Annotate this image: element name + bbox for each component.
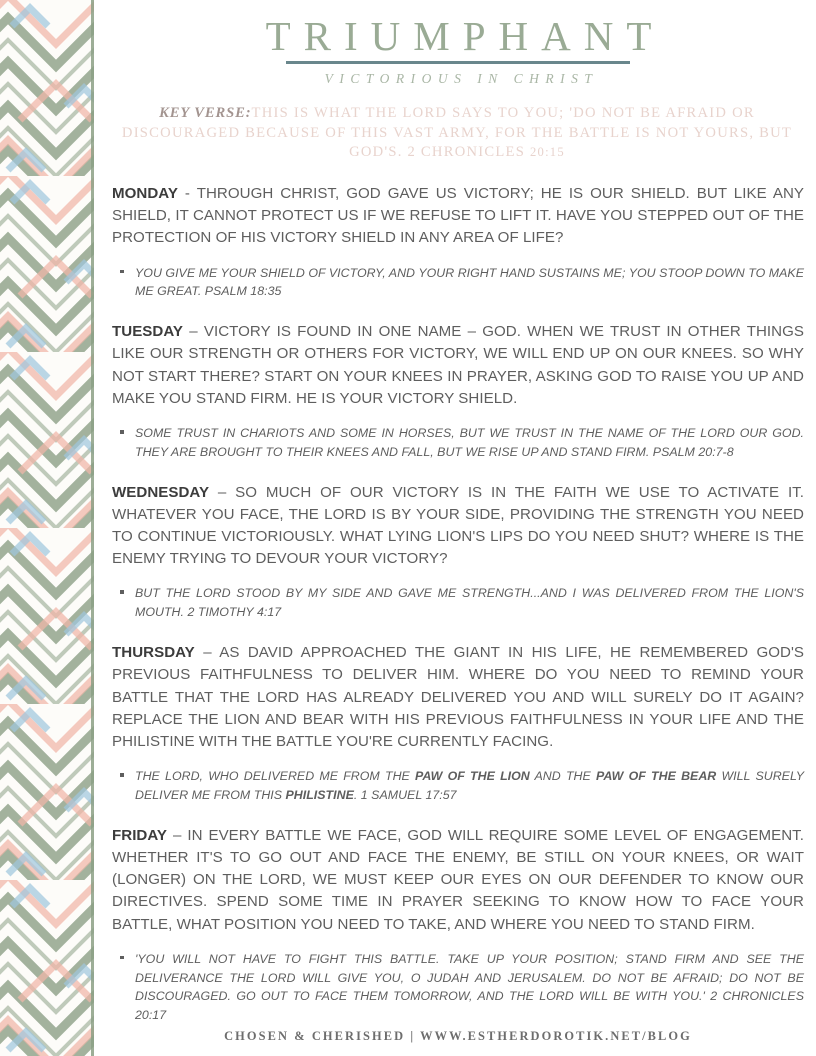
day-block (112, 825, 804, 1045)
day-heading: TUESDAY (112, 323, 184, 341)
day-block (112, 642, 804, 825)
day-separator: – (167, 826, 188, 844)
day-paragraph (112, 642, 804, 753)
day-block (112, 482, 804, 642)
day-body-text: VICTORY IS FOUND IN ONE NAME – GOD. WHEN WE TRUST IN OTHER THINGS LIKE OUR STRENGTH OR OTHERS FOR VICTORY, WE WILL END UP ON OUR KNEES. SO WHY NOT START THERE? START ON YOUR KNEES IN PRAYER, ASKING GOD TO RAISE YOU UP AND MAKE YOU STAND FIRM. HE IS YOUR VICTORY SHIELD. (112, 323, 804, 407)
day-block (112, 183, 804, 321)
day-body-text: AS DAVID APPROACHED THE GIANT IN HIS LIFE, HE REMEMBERED GOD'S PREVIOUS FAITHFULNESS TO DELIVER HIM. WHERE DO YOU NEED TO REMIND YOUR BATTLE THAT THE LORD HAS ALREADY DELIVERED YOU AND WILL SURELY DO IT AGAIN? REPLACE THE LION AND BEAR WITH HIS PREVIOUS FAITHFULNESS IN YOUR LIFE AND THE PHILISTINE WITH THE BATTLE YOU'RE CURRENTLY FACING. (112, 644, 804, 750)
section-spacer (112, 622, 804, 642)
masthead (112, 14, 804, 87)
day-separator: – (194, 644, 220, 662)
day-body-text: THROUGH CHRIST, GOD GAVE US VICTORY; HE IS OUR SHIELD. BUT LIKE ANY SHIELD, IT CANNOT PROTECT US IF WE REFUSE TO LIFT IT. HAVE YOU STEPPED OUT OF THE PROTECTION OF HIS VICTORY SHIELD IN ANY AREA OF LIFE? (112, 185, 804, 247)
day-separator: – (183, 323, 204, 341)
scripture-list (112, 584, 804, 622)
day-body-text: SO MUCH OF OUR VICTORY IS IN THE FAITH WE USE TO ACTIVATE IT. WHATEVER YOU FACE, THE LORD IS BY YOUR SIDE, PROVIDING THE STRENGTH YOU NEED TO CONTINUE VICTORIOUSLY. WHAT LYING LION'S LIPS DO YOU NEED SHUT? WHERE IS THE ENEMY TRYING TO DEVOUR YOUR VICTORY? (112, 483, 804, 568)
day-heading: WEDNESDAY (112, 483, 210, 501)
section-spacer (112, 805, 804, 825)
scripture-text: 'YOU WILL NOT HAVE TO FIGHT THIS BATTLE. TAKE UP YOUR POSITION; STAND FIRM AND SEE THE DELIVERANCE THE LORD WILL GIVE YOU, O JUDAH AND JERUSALEM. DO NOT BE AFRAID; DO NOT BE DISCOURAGED. GO OUT TO FACE THEM TOMORROW, AND THE LORD WILL BE WITH YOU.' 2 CHRONICLES 20:17 (135, 951, 804, 1023)
scripture-text: SOME TRUST IN CHARIOTS AND SOME IN HORSES, BUT WE TRUST IN THE NAME OF THE LORD OUR GOD. THEY ARE BROUGHT TO THEIR KNEES AND FALL, BUT WE RISE UP AND STAND FIRM. PSALM 20:7-8 (135, 426, 804, 459)
day-separator: - (177, 185, 197, 203)
key-verse-reference-number: 20:15 (529, 144, 565, 159)
scripture-list (112, 264, 804, 302)
scripture-text: BUT THE LORD STOOD BY MY SIDE AND GAVE ME STRENGTH...AND I WAS DELIVERED FROM THE LION'S MOUTH. 2 TIMOTHY 4:17 (135, 586, 804, 620)
section-spacer (112, 301, 804, 321)
bullet-square-icon (120, 430, 124, 434)
section-spacer (112, 462, 804, 482)
scripture-list (112, 767, 804, 805)
key-verse-text: THIS IS WHAT THE LORD SAYS TO YOU; 'DO NOT BE AFRAID OR DISCOURAGED BECAUSE OF THIS VAST ARMY, FOR THE BATTLE IS NOT YOURS, BUT GOD'S. 2 CHRONICLES (121, 105, 793, 160)
page-title: TRIUMPHANT (265, 13, 665, 59)
day-heading: THURSDAY (112, 644, 195, 662)
day-separator: – (209, 483, 236, 501)
footer-text: CHOSEN & CHERISHED | WWW.ESTHERDOROTIK.NET/BLOG (224, 1029, 692, 1043)
scripture-text: AND THE (529, 769, 596, 784)
scripture-text: . 1 SAMUEL 17:57 (353, 787, 457, 802)
chevron-border-decoration (0, 0, 94, 1056)
key-verse-label: KEY VERSE: (159, 105, 252, 122)
scripture-list-item (112, 264, 804, 302)
day-heading: MONDAY (112, 185, 178, 203)
bullet-square-icon (120, 270, 124, 274)
scripture-list (112, 424, 804, 462)
scripture-list (112, 950, 804, 1025)
day-heading: FRIDAY (112, 826, 168, 844)
bullet-square-icon (120, 590, 124, 594)
devotional-day-list (112, 183, 804, 1045)
day-paragraph (112, 321, 804, 410)
key-verse-block (116, 104, 798, 162)
footer (112, 1029, 804, 1044)
content-column (112, 0, 804, 1056)
bullet-square-icon (120, 773, 124, 777)
scripture-emphasis: PHILISTINE (285, 787, 354, 802)
scripture-emphasis: PAW OF THE BEAR (596, 769, 717, 784)
scripture-list-item (112, 584, 804, 622)
scripture-text: YOU GIVE ME YOUR SHIELD OF VICTORY, AND YOUR RIGHT HAND SUSTAINS ME; YOU STOOP DOWN TO MAKE ME GREAT. PSALM 18:35 (135, 265, 804, 299)
page-subtitle: VICTORIOUS IN CHRIST (324, 71, 599, 87)
day-block (112, 321, 804, 481)
bullet-square-icon (120, 956, 124, 960)
day-body-text: IN EVERY BATTLE WE FACE, GOD WILL REQUIRE SOME LEVEL OF ENGAGEMENT. WHETHER IT'S TO GO OUT AND FACE THE ENEMY, BE STILL ON YOUR KNEES, OR WAIT (LONGER) ON THE LORD, WE MUST KEEP OUR EYES ON OUR DEFENDER TO KNOW OUR DIRECTIVES. SPEND SOME TIME IN PRAYER SEEKING TO KNOW HOW TO FACE YOUR BATTLE, WHAT POSITION YOU NEED TO TAKE, AND WHERE YOU NEED TO STAND FIRM. (112, 826, 804, 933)
title-underline-rule (286, 61, 630, 64)
day-paragraph (112, 825, 804, 936)
day-paragraph (112, 482, 804, 571)
scripture-list-item (112, 767, 804, 805)
border-vertical-rule (91, 0, 94, 1056)
scripture-list-item (112, 950, 804, 1025)
scripture-list-item (112, 424, 804, 462)
day-paragraph (112, 183, 804, 250)
scripture-emphasis: PAW OF THE LION (415, 769, 530, 784)
scripture-text: WILL SURELY DELIVER ME FROM THIS (135, 769, 805, 802)
scripture-text: THE LORD, WHO DELIVERED ME FROM THE (135, 769, 416, 784)
